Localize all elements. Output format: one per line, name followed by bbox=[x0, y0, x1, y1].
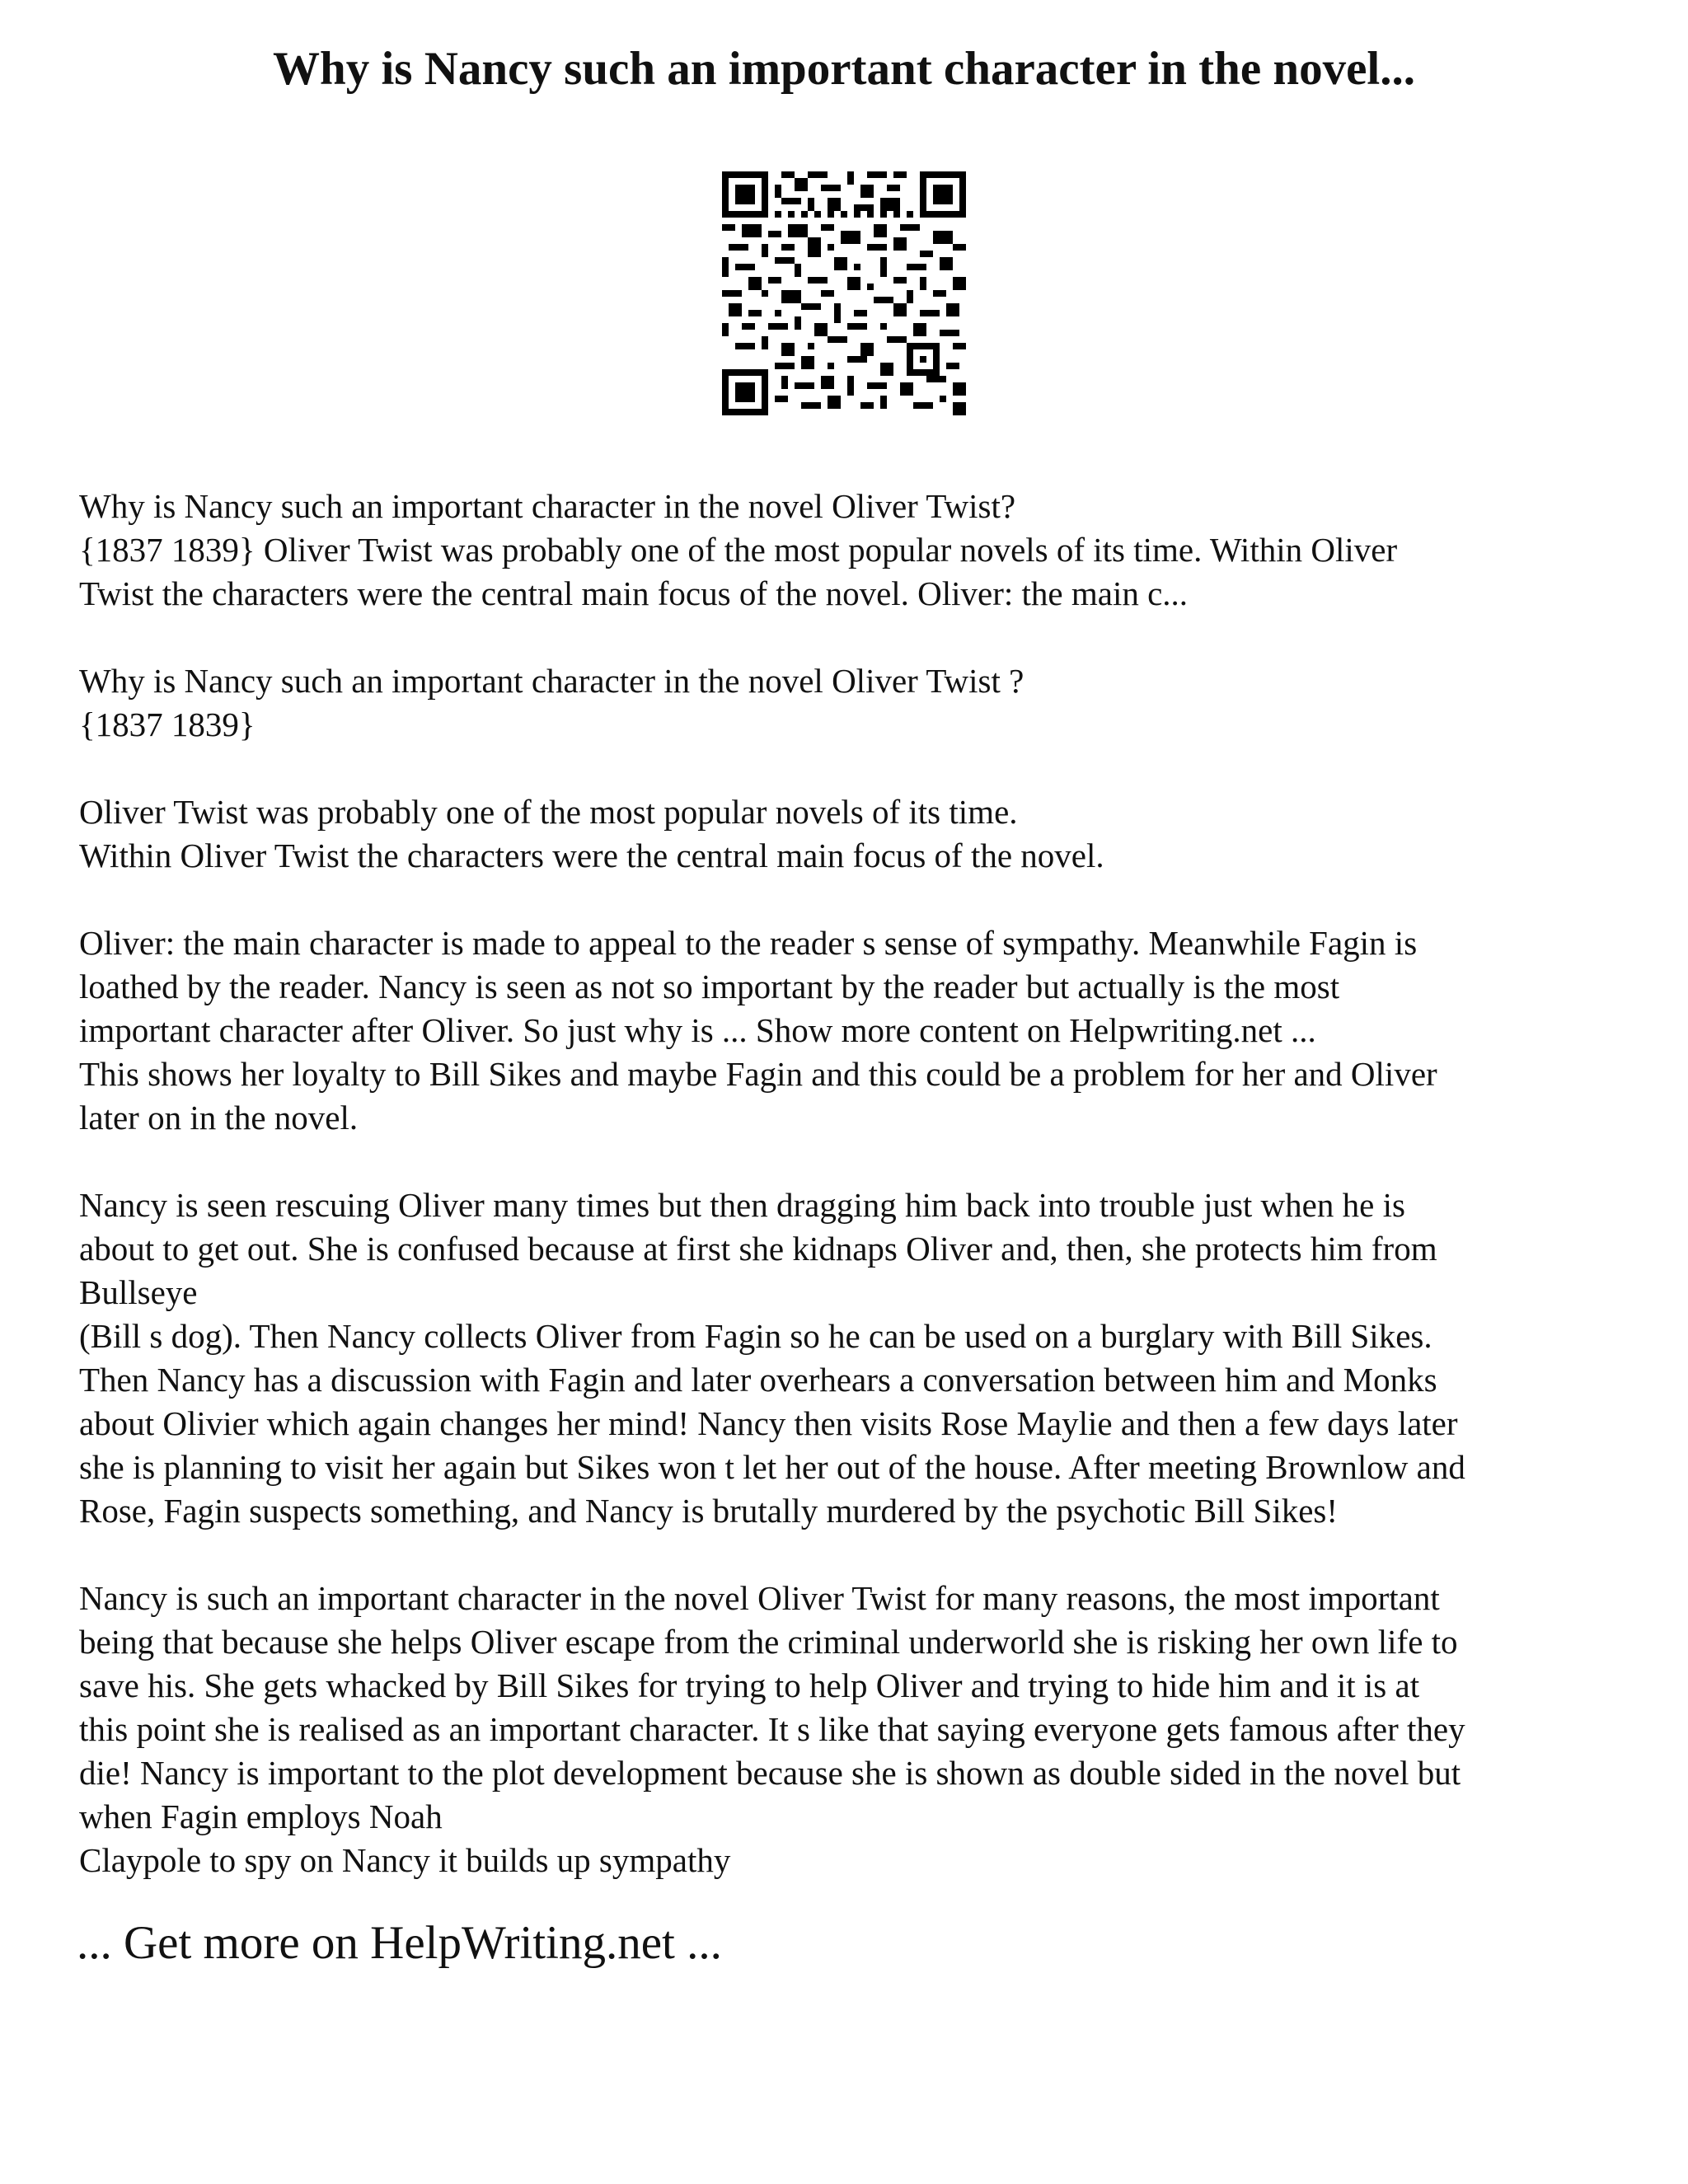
summary-line: Why is Nancy such an important character in the novel Oliver Twist? bbox=[79, 487, 1016, 525]
article-body bbox=[79, 485, 1645, 1882]
summary-line: {1837 1839} Oliver Twist was probably one of the most popular novels of its time. Within Oliver bbox=[79, 531, 1398, 569]
paragraph-line: Claypole to spy on Nancy it builds up sympathy bbox=[79, 1841, 731, 1879]
paragraph-line: Then Nancy has a discussion with Fagin and later overhears a conversation between him and Monks bbox=[79, 1361, 1437, 1399]
paragraph-line: Nancy is seen rescuing Oliver many times but then dragging him back into trouble just when he is bbox=[79, 1186, 1405, 1224]
paragraph-line: this point she is realised as an important character. It s like that saying everyone gets famous after they bbox=[79, 1710, 1465, 1748]
paragraph-line: save his. She gets whacked by Bill Sikes for trying to help Oliver and trying to hide him and it is at bbox=[79, 1666, 1420, 1704]
intro-line: Oliver Twist was probably one of the most popular novels of its time. bbox=[79, 793, 1018, 831]
paragraph-line: Oliver: the main character is made to appeal to the reader s sense of sympathy. Meanwhile Fagin is bbox=[79, 924, 1418, 962]
paragraph-line: (Bill s dog). Then Nancy collects Oliver from Fagin so he can be used on a burglary with Bill Sikes. bbox=[79, 1317, 1432, 1355]
paragraph-spacer bbox=[79, 747, 1645, 790]
paragraph-spacer bbox=[79, 1533, 1645, 1577]
paragraph-line: being that because she helps Oliver escape from the criminal underworld she is risking her own life to bbox=[79, 1623, 1458, 1661]
heading-line: {1837 1839} bbox=[79, 705, 256, 743]
paragraph-spacer bbox=[79, 1140, 1645, 1183]
paragraph-line: loathed by the reader. Nancy is seen as not so important by the reader but actually is the most bbox=[79, 968, 1340, 1005]
heading-line: Why is Nancy such an important character in the novel Oliver Twist ? bbox=[79, 662, 1025, 700]
paragraph-line: later on in the novel. bbox=[79, 1099, 359, 1137]
paragraph-line: she is planning to visit her again but Sikes won t let her out of the house. After meeting Brownlow and bbox=[79, 1448, 1465, 1486]
get-more-link[interactable]: ... Get more on HelpWriting.net ... bbox=[77, 1917, 722, 1969]
paragraph-line: die! Nancy is important to the plot development because she is shown as double sided in the novel but bbox=[79, 1754, 1461, 1792]
qr-code-icon bbox=[722, 171, 966, 415]
paragraph-line: about to get out. She is confused because at first she kidnaps Oliver and, then, she protects him from bbox=[79, 1230, 1437, 1268]
paragraph-line: important character after Oliver. So just why is ... Show more content on Helpwriting.net ... bbox=[79, 1011, 1316, 1049]
paragraph-line: Nancy is such an important character in the novel Oliver Twist for many reasons, the most important bbox=[79, 1579, 1440, 1617]
summary-line: Twist the characters were the central main focus of the novel. Oliver: the main c... bbox=[79, 574, 1189, 612]
page-title: Why is Nancy such an important character in the novel... bbox=[273, 43, 1415, 95]
paragraph-line: Rose, Fagin suspects something, and Nancy is brutally murdered by the psychotic Bill Sikes! bbox=[79, 1492, 1339, 1530]
paragraph-line: about Olivier which again changes her mind! Nancy then visits Rose Maylie and then a few days later bbox=[79, 1404, 1458, 1442]
paragraph-spacer bbox=[79, 878, 1645, 921]
paragraph-line: This shows her loyalty to Bill Sikes and maybe Fagin and this could be a problem for her and Oliver bbox=[79, 1055, 1437, 1093]
paragraph-line: when Fagin employs Noah bbox=[79, 1797, 443, 1835]
paragraph-spacer bbox=[79, 616, 1645, 659]
intro-line: Within Oliver Twist the characters were the central main focus of the novel. bbox=[79, 837, 1104, 874]
paragraph-line: Bullseye bbox=[79, 1273, 198, 1311]
